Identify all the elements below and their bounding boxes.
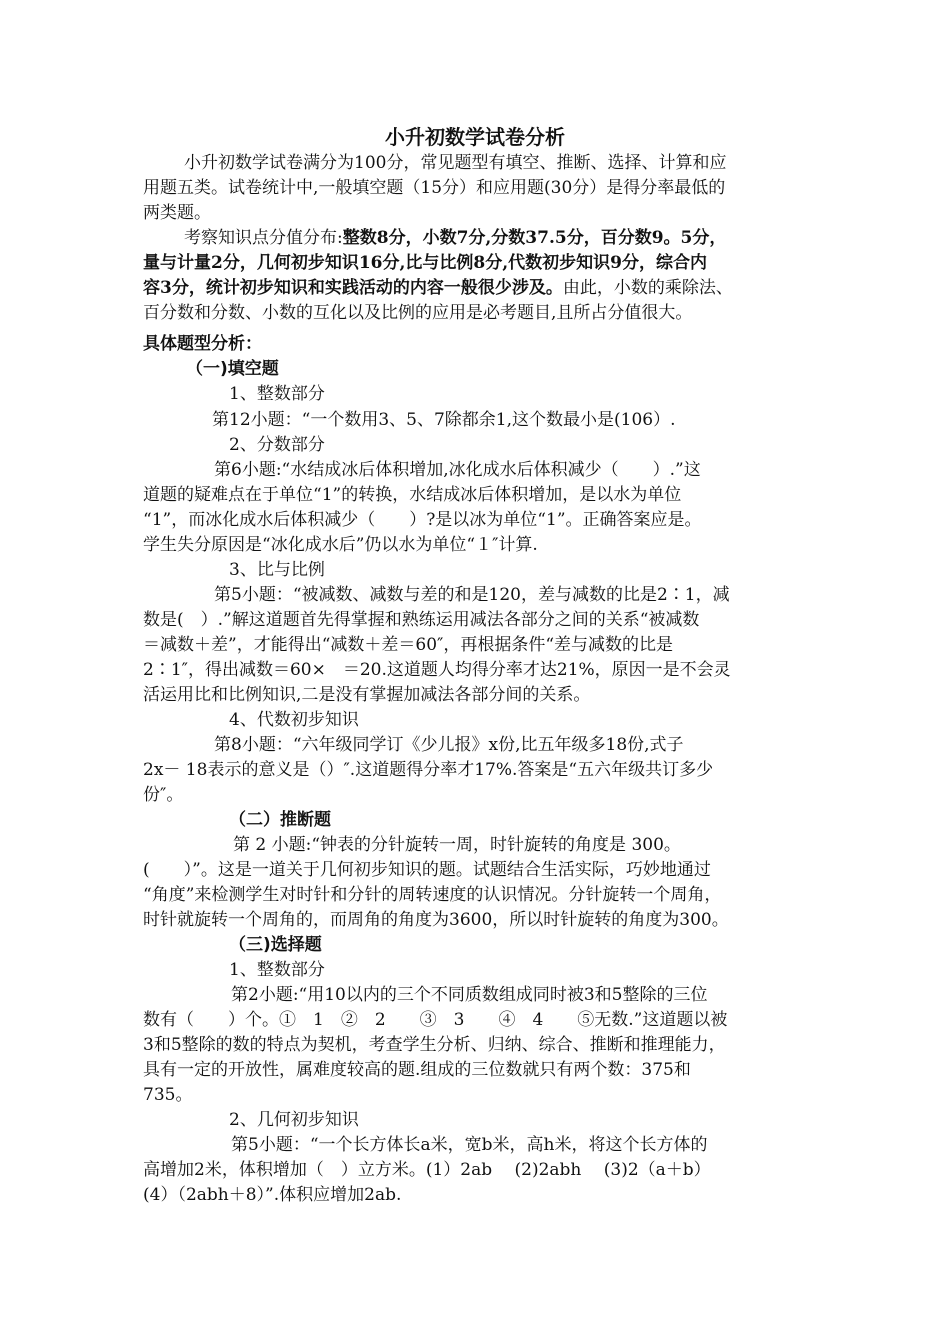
distribution-line-3 xyxy=(143,276,733,300)
choice-q5-line-2: 高增加2米，体积增加（ ）立方米。(1）2ab (2)2abh (3)2（a＋b） xyxy=(143,1160,711,1180)
fill-q6-line-1: 第6小题:“水结成冰后体积增加,冰化成水后体积减少（ ）.”这 xyxy=(214,460,701,480)
fill-q6-line-4: 学生失分原因是“冰化成水后”仍以水为单位“１″计算. xyxy=(143,535,538,555)
judge-line-2: ( ）”。这是一道关于几何初步知识的题。试题结合生活实际，巧妙地通过 xyxy=(143,860,711,880)
distribution-suffix: 由此，小数的乘除法、 xyxy=(562,278,733,298)
choice-q2-line-4: 具有一定的开放性，属难度较高的题.组成的三位数就只有两个数：375和 xyxy=(143,1060,691,1080)
fill-q6-line-3: “1”，而冰化成水后体积减少（ ）?是以冰为单位“1”。正确答案应是。 xyxy=(143,510,702,530)
choice-subheading-geometry: 2、几何初步知识 xyxy=(229,1110,359,1130)
distribution-line-4: 百分数和分数、小数的互化以及比例的应用是必考题目,且所占分值很大。 xyxy=(143,303,693,323)
fill-q5-line-3: ＝减数＋差”，才能得出“减数＋差＝60″，再根据条件“差与减数的比是 xyxy=(143,635,674,655)
distribution-line-2: 量与计量2分，几何初步知识16分,比与比例8分,代数初步知识9分，综合内 xyxy=(143,253,707,273)
fill-heading: （一)填空题 xyxy=(186,359,279,379)
choice-heading: （三)选择题 xyxy=(229,935,322,955)
judge-line-3: “角度”来检测学生对时针和分针的周转速度的认识情况。分针旋转一个周角， xyxy=(143,885,722,905)
fill-subheading-fraction: 2、分数部分 xyxy=(229,435,325,455)
choice-q2-line-1: 第2小题:“用10以内的三个不同质数组成同时被3和5整除的三位 xyxy=(231,985,708,1005)
page-title: 小升初数学试卷分析 xyxy=(385,125,565,149)
fill-subheading-algebra: 4、代数初步知识 xyxy=(229,710,359,730)
fill-q5-line-5: 活运用比和比例知识,二是没有掌握加减法各部分间的关系。 xyxy=(143,685,591,705)
fill-subheading-integer: 1、整数部分 xyxy=(229,384,325,404)
fill-q8-line-1: 第8小题：“六年级同学订《少儿报》x份,比五年级多18份,式子 xyxy=(214,735,684,755)
distribution-bold-1: 整数8分，小数7分,分数37.5分，百分数9。5分， xyxy=(342,228,727,248)
fill-subheading-ratio: 3、比与比例 xyxy=(229,560,325,580)
fill-q8-line-3: 份″。 xyxy=(143,785,184,805)
fill-q5-line-2: 数是( ）.”解这道题首先得掌握和熟练运用减法各部分之间的关系“被减数 xyxy=(143,610,700,630)
choice-q5-line-3: (4）（2abh＋8）”.体积应增加2ab. xyxy=(143,1185,402,1205)
choice-q5-line-1: 第5小题：“一个长方体长a米，宽b米，高h米，将这个长方体的 xyxy=(231,1135,708,1155)
distribution-bold-3: 容3分，统计初步知识和实践活动的内容一般很少涉及。 xyxy=(143,278,563,298)
intro-line-1: 小升初数学试卷满分为100分，常见题型有填空、推断、选择、计算和应 xyxy=(184,153,727,173)
fill-q12: 第12小题：“一个数用3、5、7除都余1,这个数最小是(106）. xyxy=(212,410,676,430)
intro-line-2: 用题五类。试卷统计中,一般填空题（15分）和应用题(30分）是得分率最低的 xyxy=(143,178,726,198)
judge-line-4: 时针就旋转一个周角的，而周角的角度为3600，所以时针旋转的角度为300。 xyxy=(143,910,729,930)
judge-heading: （二）推断题 xyxy=(229,810,331,830)
choice-q2-line-2: 数有（ ）个。① 1 ② 2 ③ 3 ④ 4 ⑤无数.”这道题以被 xyxy=(143,1010,728,1030)
fill-q8-line-2: 2x－ 18表示的意义是（）″.这道题得分率才17%.答案是“五六年级共订多少 xyxy=(143,760,714,780)
distribution-prefix: 考察知识点分值分布: xyxy=(184,228,343,248)
fill-q5-line-4: 2∶1″，得出减数＝60× ＝20.这道题人均得分率才达21%，原因一是不会灵 xyxy=(143,660,731,680)
choice-subheading-integer: 1、整数部分 xyxy=(229,960,325,980)
distribution-line-1 xyxy=(184,226,726,250)
fill-q6-line-2: 道题的疑难点在于单位“1”的转换，水结成冰后体积增加，是以水为单位 xyxy=(143,485,682,505)
judge-line-1: 第 2 小题:“钟表的分针旋转一周，时针旋转的角度是 300。 xyxy=(233,835,681,855)
fill-q5-line-1: 第5小题：“被减数、减数与差的和是120，差与减数的比是2∶1，减 xyxy=(214,585,730,605)
choice-q2-line-5: 735。 xyxy=(143,1085,193,1105)
intro-line-3: 两类题。 xyxy=(143,203,211,223)
analysis-heading: 具体题型分析： xyxy=(143,334,262,354)
choice-q2-line-3: 3和5整除的数的特点为契机，考查学生分析、归纳、综合、推断和推理能力， xyxy=(143,1035,726,1055)
